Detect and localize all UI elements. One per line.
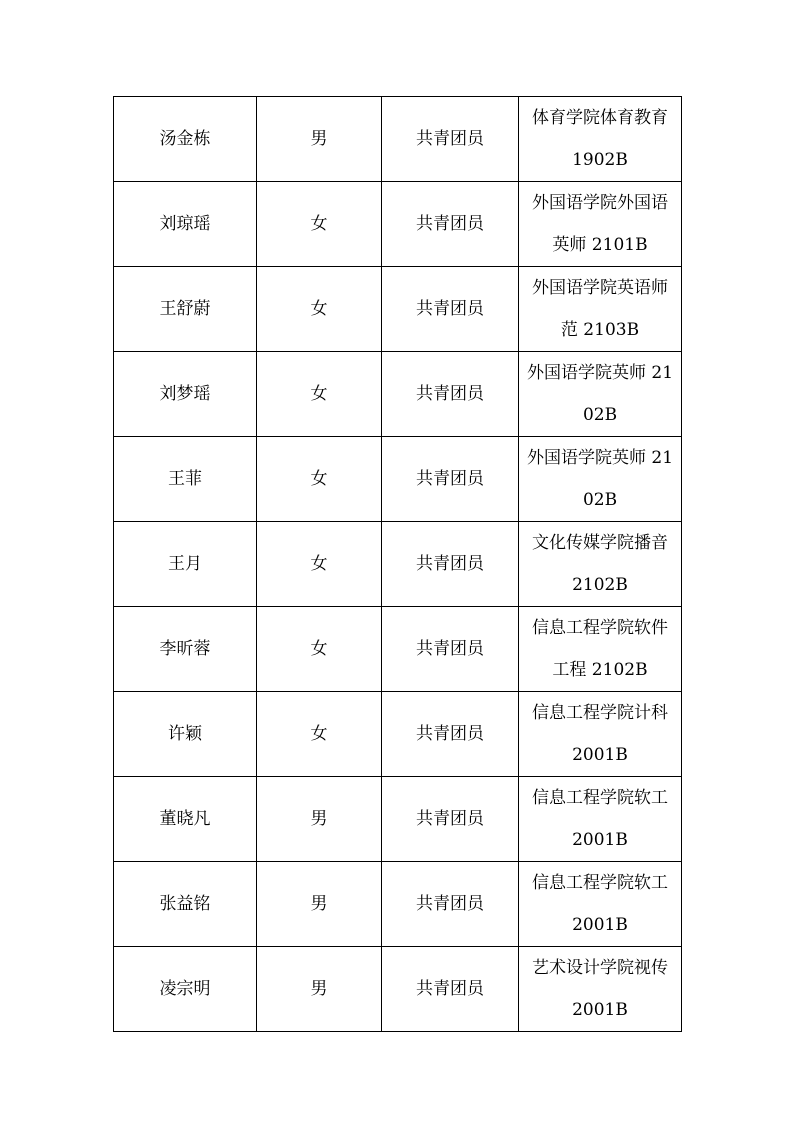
table-row [114,947,682,1032]
gender-cell: 男 [257,947,382,1032]
table-row [114,352,682,437]
name-cell: 许颖 [114,692,257,777]
department-class-cell: 外国语学院外国语英师 2101B [519,182,682,267]
political-status-cell: 共青团员 [382,97,519,182]
gender-cell: 女 [257,267,382,352]
table-row [114,522,682,607]
department-class-cell: 信息工程学院计科 2001B [519,692,682,777]
department-class-cell: 信息工程学院软件工程 2102B [519,607,682,692]
department-class-cell: 外国语学院英语师范 2103B [519,267,682,352]
department-class-cell: 艺术设计学院视传 2001B [519,947,682,1032]
name-cell: 王月 [114,522,257,607]
name-cell: 汤金栋 [114,97,257,182]
department-class-cell: 体育学院体育教育 1902B [519,97,682,182]
gender-cell: 女 [257,352,382,437]
name-cell: 凌宗明 [114,947,257,1032]
gender-cell: 女 [257,182,382,267]
gender-cell: 男 [257,97,382,182]
department-class-cell: 外国语学院英师 2102B [519,352,682,437]
member-table [113,96,682,1032]
political-status-cell: 共青团员 [382,182,519,267]
political-status-cell: 共青团员 [382,267,519,352]
name-cell: 王舒蔚 [114,267,257,352]
table-row [114,97,682,182]
gender-cell: 男 [257,862,382,947]
name-cell: 董晓凡 [114,777,257,862]
political-status-cell: 共青团员 [382,607,519,692]
political-status-cell: 共青团员 [382,692,519,777]
gender-cell: 女 [257,522,382,607]
political-status-cell: 共青团员 [382,777,519,862]
gender-cell: 男 [257,777,382,862]
name-cell: 王菲 [114,437,257,522]
gender-cell: 女 [257,437,382,522]
political-status-cell: 共青团员 [382,947,519,1032]
name-cell: 刘琼瑶 [114,182,257,267]
department-class-cell: 文化传媒学院播音 2102B [519,522,682,607]
department-class-cell: 外国语学院英师 2102B [519,437,682,522]
table-row [114,862,682,947]
table-row [114,182,682,267]
name-cell: 刘梦瑶 [114,352,257,437]
gender-cell: 女 [257,607,382,692]
department-class-cell: 信息工程学院软工 2001B [519,862,682,947]
gender-cell: 女 [257,692,382,777]
department-class-cell: 信息工程学院软工 2001B [519,777,682,862]
table-row [114,692,682,777]
table-row [114,607,682,692]
name-cell: 张益铭 [114,862,257,947]
table-row [114,777,682,862]
political-status-cell: 共青团员 [382,522,519,607]
political-status-cell: 共青团员 [382,437,519,522]
name-cell: 李昕蓉 [114,607,257,692]
political-status-cell: 共青团员 [382,862,519,947]
political-status-cell: 共青团员 [382,352,519,437]
table-row [114,437,682,522]
member-table-body [114,97,682,1032]
table-row [114,267,682,352]
